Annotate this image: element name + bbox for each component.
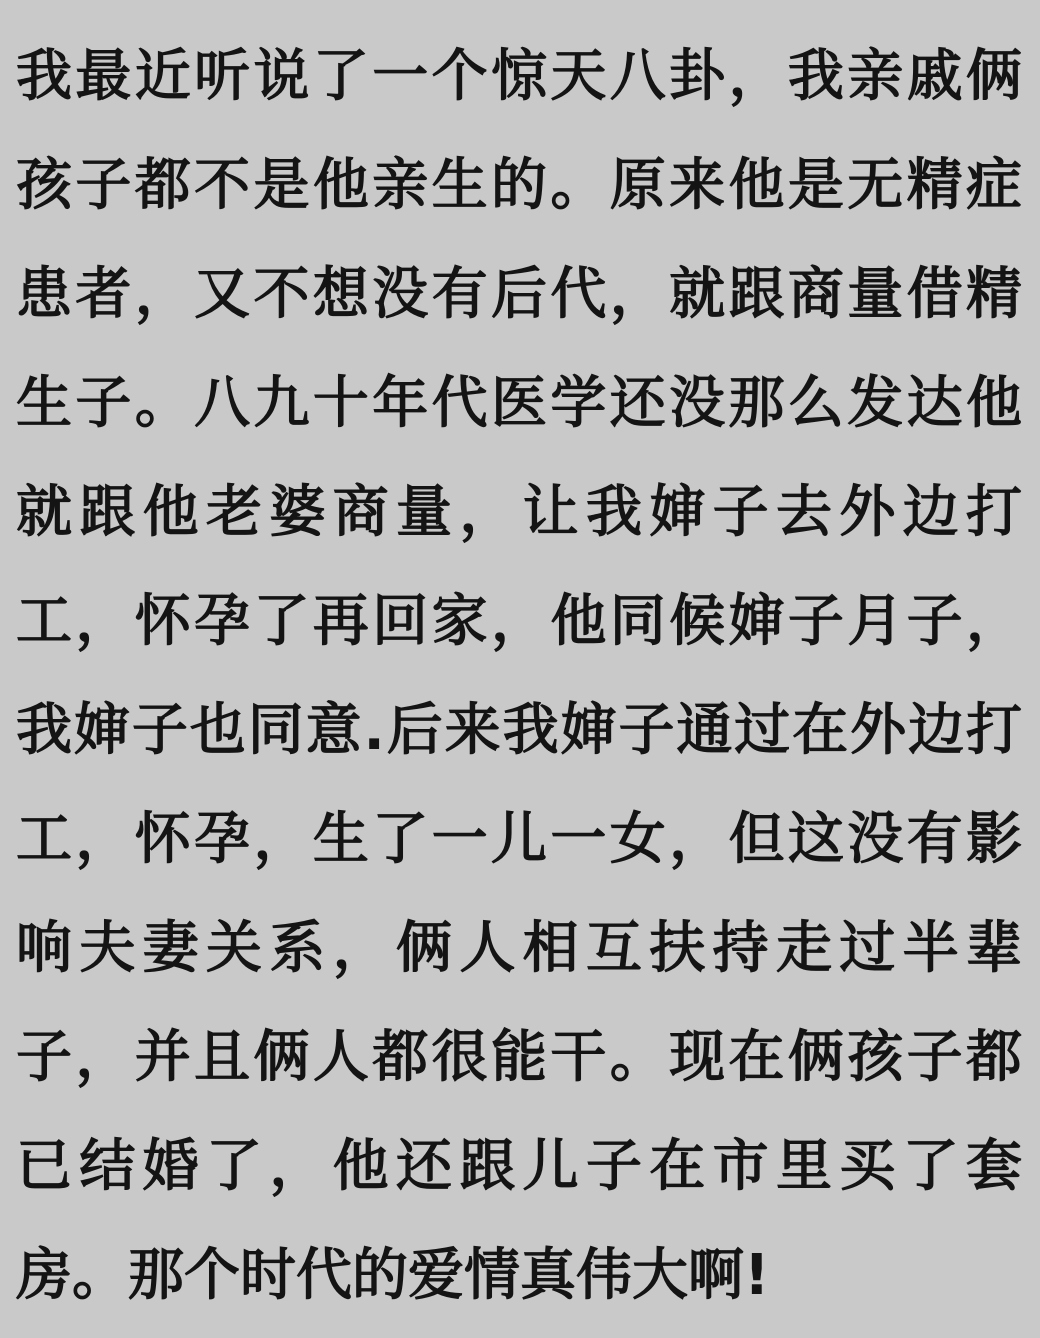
article-body-text: 我最近听说了一个惊天八卦，我亲戚俩孩子都不是他亲生的。原来他是无精症患者，又不想没有后代，就跟商量借精生子。八九十年代医学还没那么发达他就跟他老婆商量，让我婶子去外边打工，怀孕了再回家，他同候婶子月子，我婶子也同意.后来我婶子通过在外边打工，怀孕，生了一儿一女，但这没有影响夫妻关系，俩人相互扶持走过半辈子，并且俩人都很能干。现在俩孩子都已结婚了，他还跟儿子在市里买了套房。那个时代的爱情真伟大啊!	[16, 44, 1022, 1308]
